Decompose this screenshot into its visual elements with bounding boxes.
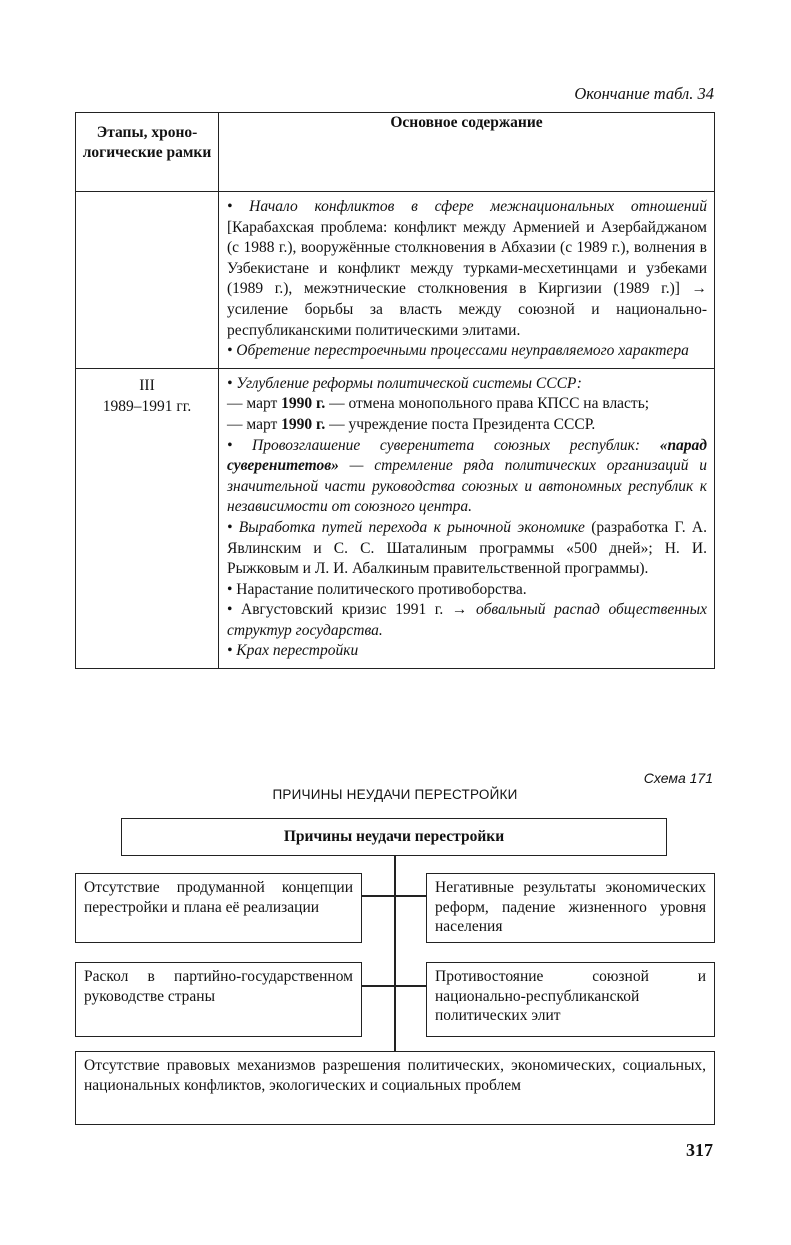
schema-top-box: Причины неудачи перестройки bbox=[121, 818, 667, 856]
row2-stage bbox=[76, 368, 219, 668]
row2-content bbox=[219, 368, 715, 668]
row2-l7-a: • Августовский кризис 1991 г. → bbox=[227, 601, 477, 619]
row2-l7-b: обвальный распад общественных структур государства. bbox=[227, 601, 707, 639]
header-stages: Этапы, хроно-логические рамки bbox=[76, 113, 219, 192]
table-row bbox=[76, 192, 715, 369]
row2-line-3 bbox=[227, 415, 707, 436]
header-content: Основное содержание bbox=[219, 113, 715, 192]
row2-stage-number: III bbox=[139, 376, 155, 394]
row2-line-1: • Углубление реформы политической системы СССР: bbox=[227, 374, 582, 392]
row2-line-5 bbox=[227, 518, 707, 580]
schema-bottom-box: Отсутствие правовых механизмов разрешения политических, экономических, социальных, национальных конфликтов, экологических и социальных проблем bbox=[75, 1051, 715, 1125]
table-header-row bbox=[76, 113, 715, 192]
schema-left-box-2: Раскол в партийно-государственном руководстве страны bbox=[75, 962, 362, 1037]
row1-paragraph-1 bbox=[227, 197, 707, 341]
row2-line-4 bbox=[227, 436, 707, 518]
row2-l4-a: • Провозглашение суверенитета союзных республик: bbox=[227, 436, 660, 454]
row1-p1-italic: • Начало конфликтов в сфере межнациональных отношений bbox=[227, 198, 707, 215]
schema-left-box-1: Отсутствие продуманной концепции перестройки и плана её реализации bbox=[75, 873, 362, 943]
row2-l2-b: 1990 г. bbox=[281, 395, 326, 413]
row2-line-2 bbox=[227, 394, 707, 415]
row1-stage bbox=[76, 192, 219, 369]
row2-l3-a: — март bbox=[227, 415, 282, 433]
row1-p1-text: [Карабахская проблема: конфликт между Арменией и Азербайджаном (с 1988 г.), вооружённые столкновения в Абхазии (с 1989 г.), волнения в Узбекистане и конфликт между турками-месхетинцами и узбеками (1989 г.), межэтнические столкновения в Киргизии (1989 г.)] → усиление борьбы за власть между союзной и национально-республиканскими политическими элитами. bbox=[227, 218, 707, 339]
table-caption: Окончание табл. 34 bbox=[574, 84, 714, 103]
table-row bbox=[76, 368, 715, 668]
schema-right-box-2: Противостояние союзной и национально-республиканской политических элит bbox=[426, 962, 715, 1037]
row2-l3-c: — учреждение поста Президента СССР. bbox=[325, 415, 596, 433]
row2-l3-b: 1990 г. bbox=[281, 415, 326, 433]
page-number: 317 bbox=[686, 1140, 713, 1160]
row2-line-7 bbox=[227, 600, 707, 641]
row1-paragraph-2: • Обретение перестроечными процессами неуправляемого характера bbox=[227, 342, 689, 360]
connector-row1 bbox=[361, 895, 427, 897]
row2-l5-b: (разработка Г. А. Явлинским и С. С. Шаталиным программы «500 дней»; Н. И. Рыжковым и Л. И. Абалкиным правительственной программы). bbox=[227, 518, 707, 578]
row2-l4-c: — стремление ряда политических организаций и значительной части руководства союзных и автономных республик к независимости от союзного центра. bbox=[227, 457, 707, 516]
row2-stage-years: 1989–1991 гг. bbox=[102, 397, 192, 415]
row2-l2-c: — отмена монопольного права КПСС на власть; bbox=[325, 395, 650, 413]
schema-label: Схема 171 bbox=[643, 770, 713, 786]
row2-line-8: • Крах перестройки bbox=[227, 642, 359, 660]
row2-line-6: • Нарастание политического противоборства. bbox=[227, 580, 527, 598]
row2-l5-a: • Выработка путей перехода к рыночной экономике bbox=[227, 518, 585, 536]
schema-title: ПРИЧИНЫ НЕУДАЧИ ПЕРЕСТРОЙКИ bbox=[272, 787, 518, 802]
stages-table bbox=[75, 112, 715, 669]
row1-content bbox=[219, 192, 715, 369]
schema-right-box-1: Негативные результаты экономических реформ, падение жизненного уровня населения bbox=[426, 873, 715, 943]
connector-row2 bbox=[361, 985, 427, 987]
connector-vertical bbox=[394, 855, 396, 1052]
row2-l4-b: «парад суверенитетов» bbox=[227, 436, 707, 475]
row2-l2-a: — март bbox=[227, 395, 282, 413]
